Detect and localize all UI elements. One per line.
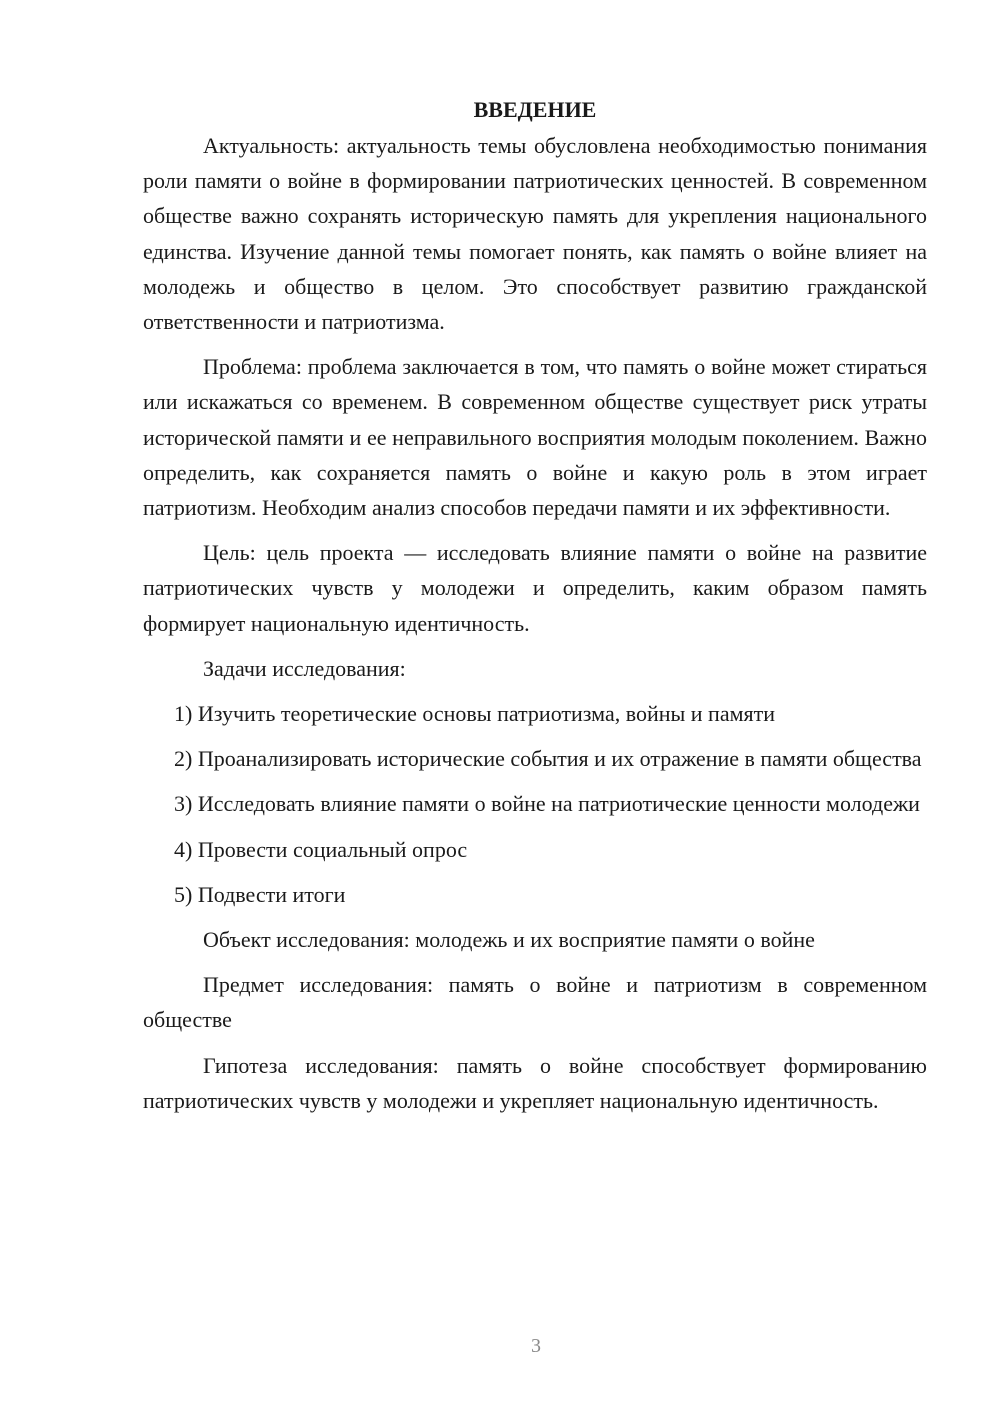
paragraph-problem: Проблема: проблема заключается в том, что память о войне может стираться или искажаться со временем. В современном обществе существует риск утраты исторической памяти и ее неправильного восприятия молодым поколением. Важно определить, как сохраняется память о войне и какую роль в этом играет патриотизм. Необходим анализ способов передачи памяти и их эффективности. — [143, 354, 927, 521]
list-item: 5) Подвести итоги — [174, 881, 346, 907]
list-item: 2) Проанализировать исторические события и их отражение в памяти общества — [174, 746, 922, 772]
list-item: 3) Исследовать влияние памяти о войне на патриотические ценности молодежи — [174, 791, 920, 817]
tasks-list — [143, 696, 927, 912]
list-item: 4) Провести социальный опрос — [174, 836, 468, 862]
page-number: 3 — [531, 1335, 541, 1357]
tasks-label: Задачи исследования: — [203, 655, 406, 681]
document-page — [143, 92, 927, 1128]
section-heading: ВВЕДЕНИЕ — [473, 97, 597, 122]
paragraph-subject: Предмет исследования: память о войне и патриотизм в современном обществе — [143, 972, 927, 1033]
paragraph-relevance: Актуальность: актуальность темы обусловлена необходимостью понимания роли памяти о войне в формировании патриотических ценностей. В современном обществе важно сохранять историческую память для укрепления национального единства. Изучение данной темы помогает понять, как память о войне влияет на молодежь и общество в целом. Это способствует развитию гражданской ответственности и патриотизма. — [143, 133, 927, 335]
list-item: 1) Изучить теоретические основы патриотизма, войны и памяти — [174, 701, 776, 727]
paragraph-hypothesis: Гипотеза исследования: память о войне способствует формированию патриотических чувств у молодежи и укрепляет национальную идентичность. — [143, 1052, 927, 1113]
paragraph-goal: Цель: цель проекта — исследовать влияние памяти о войне на развитие патриотических чувств у молодежи и определить, каким образом память формирует национальную идентичность. — [143, 540, 927, 636]
paragraph-object: Объект исследования: молодежь и их восприятие памяти о войне — [203, 927, 815, 953]
